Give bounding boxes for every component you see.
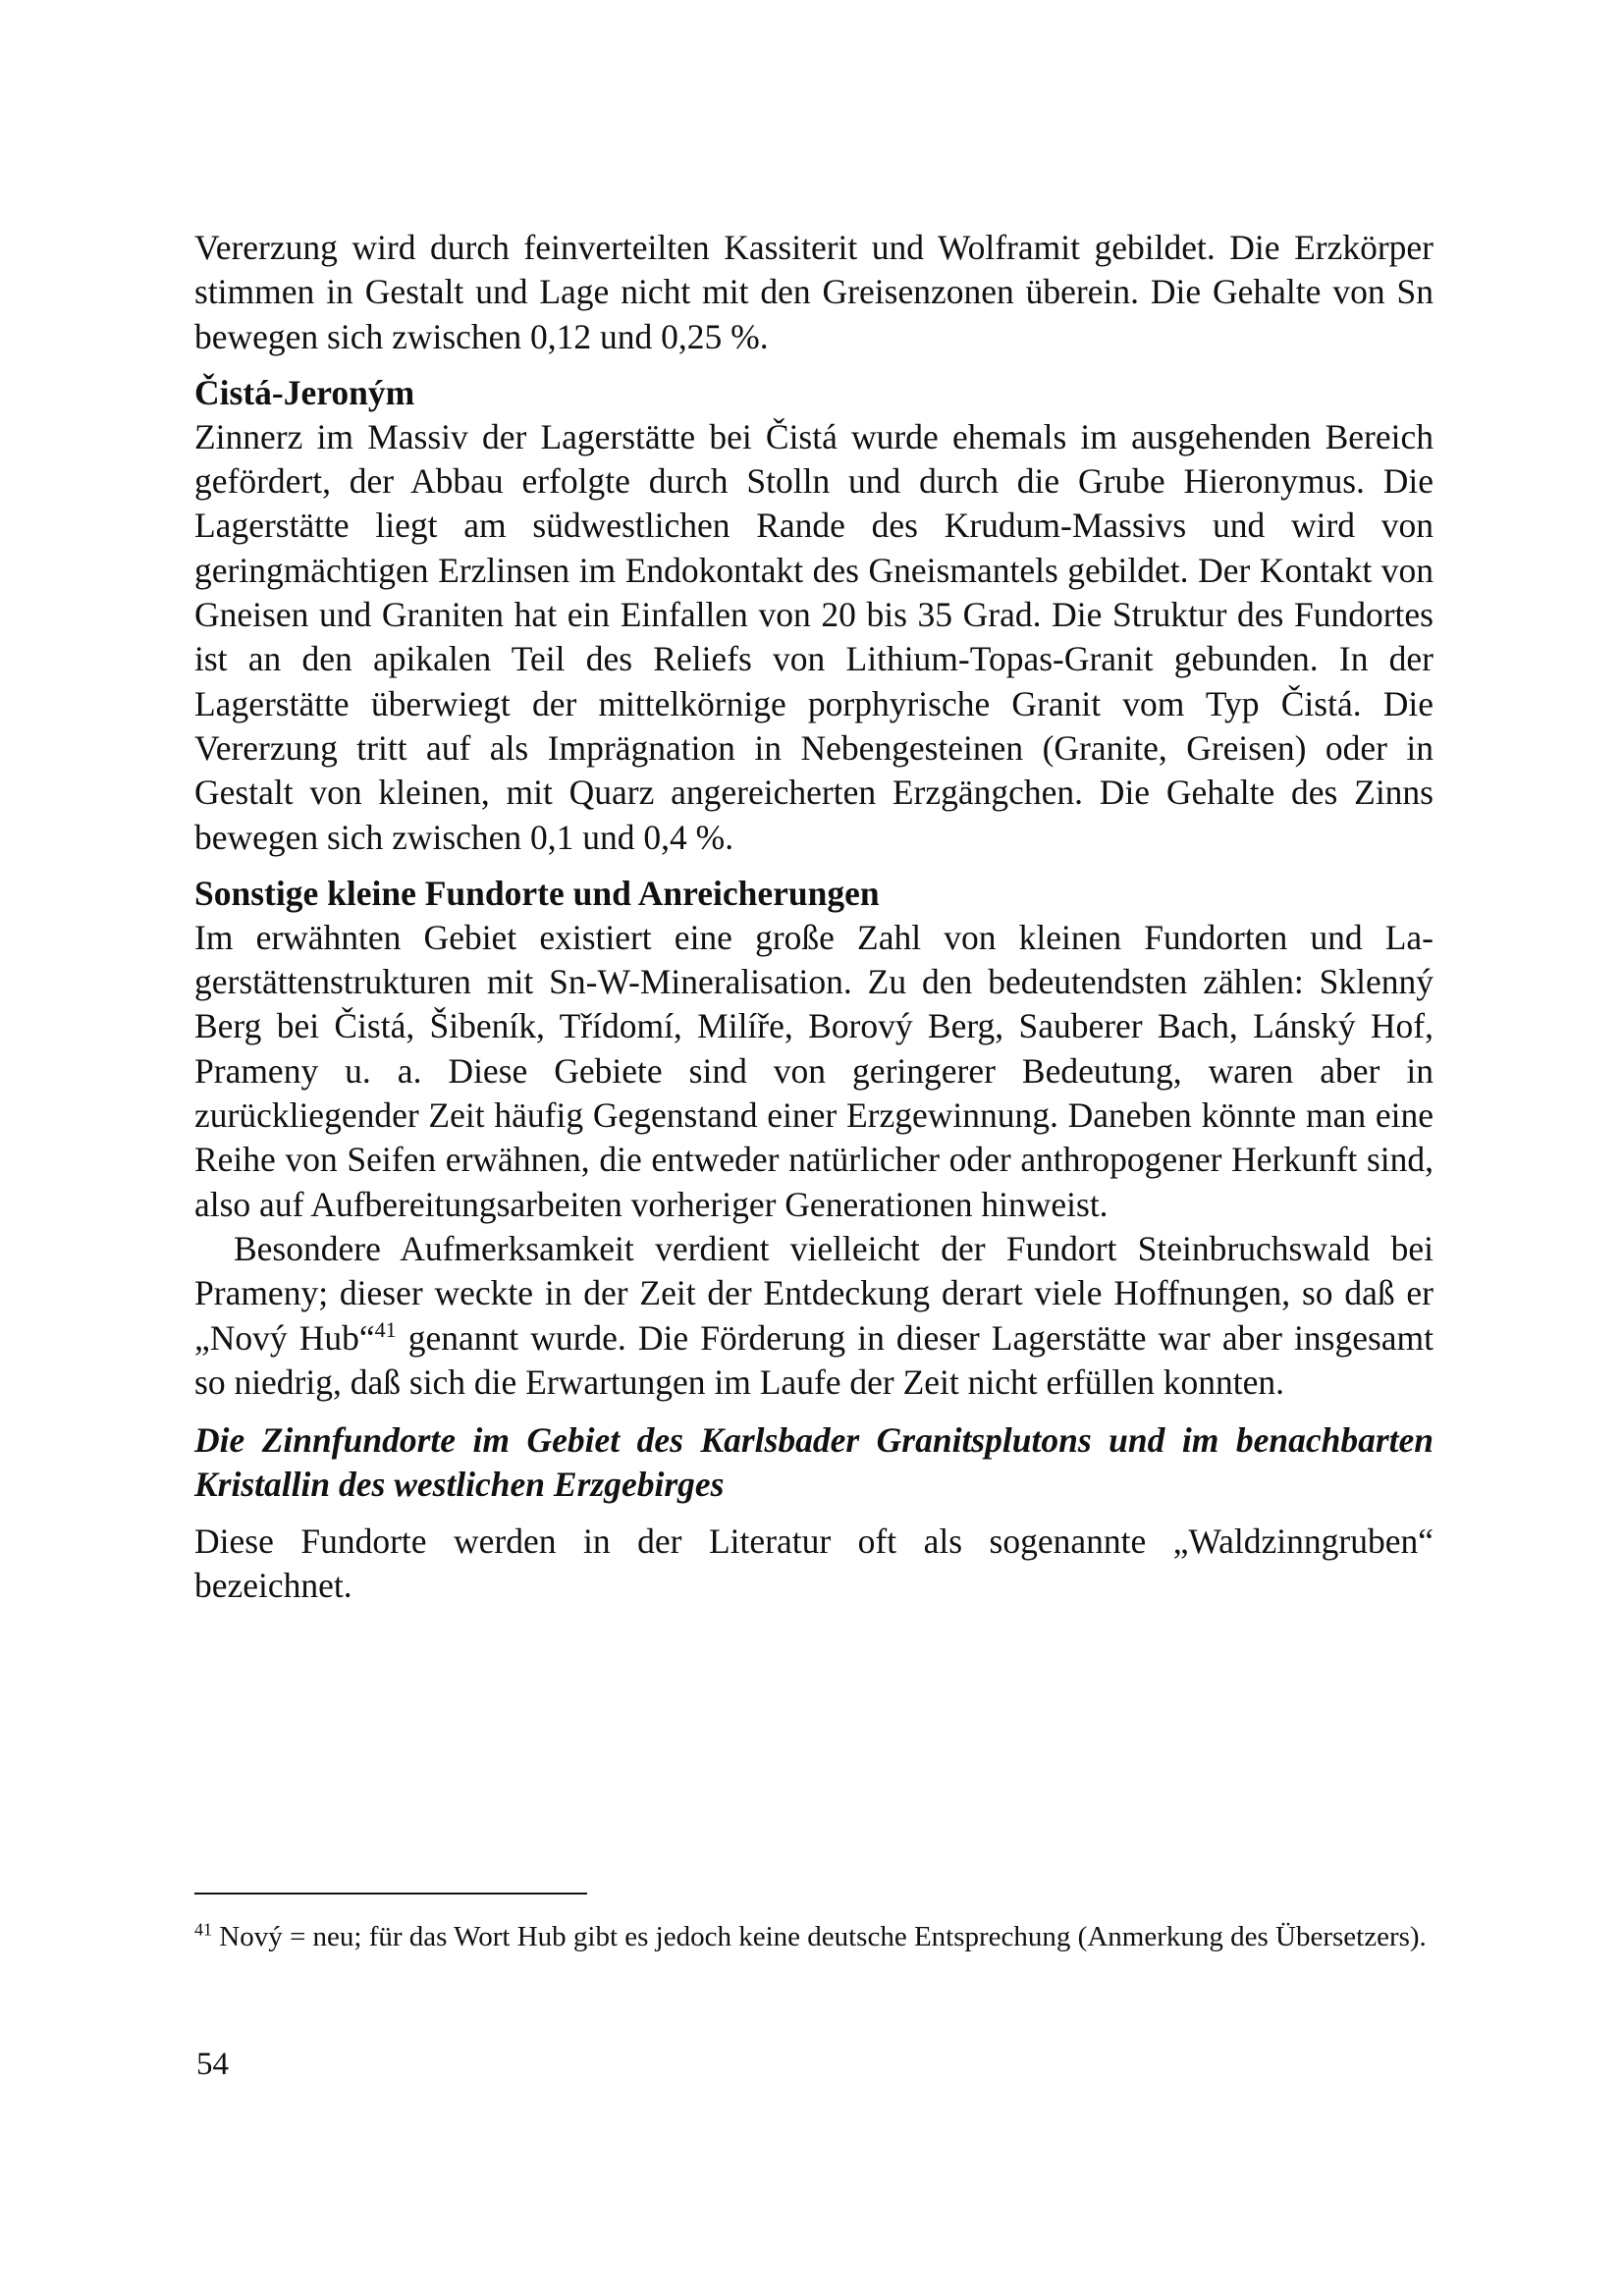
paragraph-vererzung: Vererzung wird durch feinverteilten Kassiterit und Wolframit gebildet. Die Erzkörper stimmen in Gestalt und Lage nicht mit den Greisenzonen überein. Die Gehalte von Sn bewegen sich zwischen 0,12 und 0,25 %. [194,228,1434,356]
paragraph-waldzinngruben: Diese Fundorte werden in der Literatur oft als sogenannte „Waldzinngruben“ bezeichnet. [194,1521,1434,1606]
main-text-column [194,226,1434,1608]
paragraph-steinbruchswald-part2: genannt wurde. Die Förderung in dieser Lagerstätte war aber insgesamt so niedrig, daß sich die Erwartungen im Laufe der Zeit nicht erfüllen konnten. [194,1317,1434,1402]
heading-zinnfundorte-karlsbad: Die Zinnfundorte im Gebiet des Karlsbader Granitsplutons und im benachbarten Kristallin des westlichen Erzgebirges [194,1420,1434,1505]
paragraph-steinbruchswald-part1: Besondere Aufmerksamkeit verdient vielleicht der Fundort Steinbruchswald bei Prameny; dieser weckte in der Zeit der Entdeckung derart viele Hoffnungen, so daß er „Nový Hub“ [194,1228,1434,1358]
footnote-separator [194,1893,587,1895]
footnote-number: 41 [194,1919,212,1940]
heading-sonstige-fundorte: Sonstige kleine Fundorte und Anreicherungen [194,873,880,913]
heading-cista-jeronym: Čistá-Jeroným [194,372,415,412]
footnote-text: Nový = neu; für das Wort Hub gibt es jedoch keine deutsche Entsprechung (Anmerkung des Übersetzers). [212,1921,1427,1952]
paragraph-sonstige: Im erwähnten Gebiet existiert eine große Zahl von kleinen Fundorten und Lagerstättenstrukturen mit Sn-W-Mineralisation. Zu den bedeutendsten zählen: Sklenný Berg bei Čistá, Šibeník, Třídomí, Milíře, Borový Berg, Sauberer Bach, Lánský Hof, Prameny u. a. Diese Gebiete sind von geringerer Bedeutung, waren aber in zurückliegender Zeit häufig Gegenstand einer Erzgewinnung. Daneben könnte man eine Reihe von Seifen erwähnen, die entweder natürlicher oder anthropogener Herkunft sind, also auf Aufbereitungsarbeiten vorheriger Generationen hinweist. [194,917,1434,1224]
paragraph-cista: Zinnerz im Massiv der Lagerstätte bei Čistá wurde ehemals im ausgehenden Bereich gefördert, der Abbau erfolgte durch Stolln und durch die Grube Hieronymus. Die Lagerstätte liegt am südwestlichen Rande des Krudum-Massivs und wird von geringmächtigen Erzlinsen im Endokontakt des Gneismantels gebildet. Der Kontakt von Gneisen und Graniten hat ein Einfallen von 20 bis 35 Grad. Die Struktur des Fundortes ist an den apikalen Teil des Reliefs von Lithium-Topas-Granit gebunden. In der Lagerstätte überwiegt der mittelkörnige porphyrische Granit vom Typ Čistá. Die Vererzung tritt auf als Imprägnation in Nebengesteinen (Granite, Greisen) oder in Gestalt von kleinen, mit Quarz angereicherten Erzgängchen. Die Gehalte des Zinns bewegen sich zwischen 0,1 und 0,4 %. [194,416,1434,857]
footnote-reference: 41 [374,1316,397,1342]
footnote [194,1917,1434,1956]
paragraph-steinbruchswald [194,1227,1434,1405]
page-number: 54 [196,2047,229,2082]
